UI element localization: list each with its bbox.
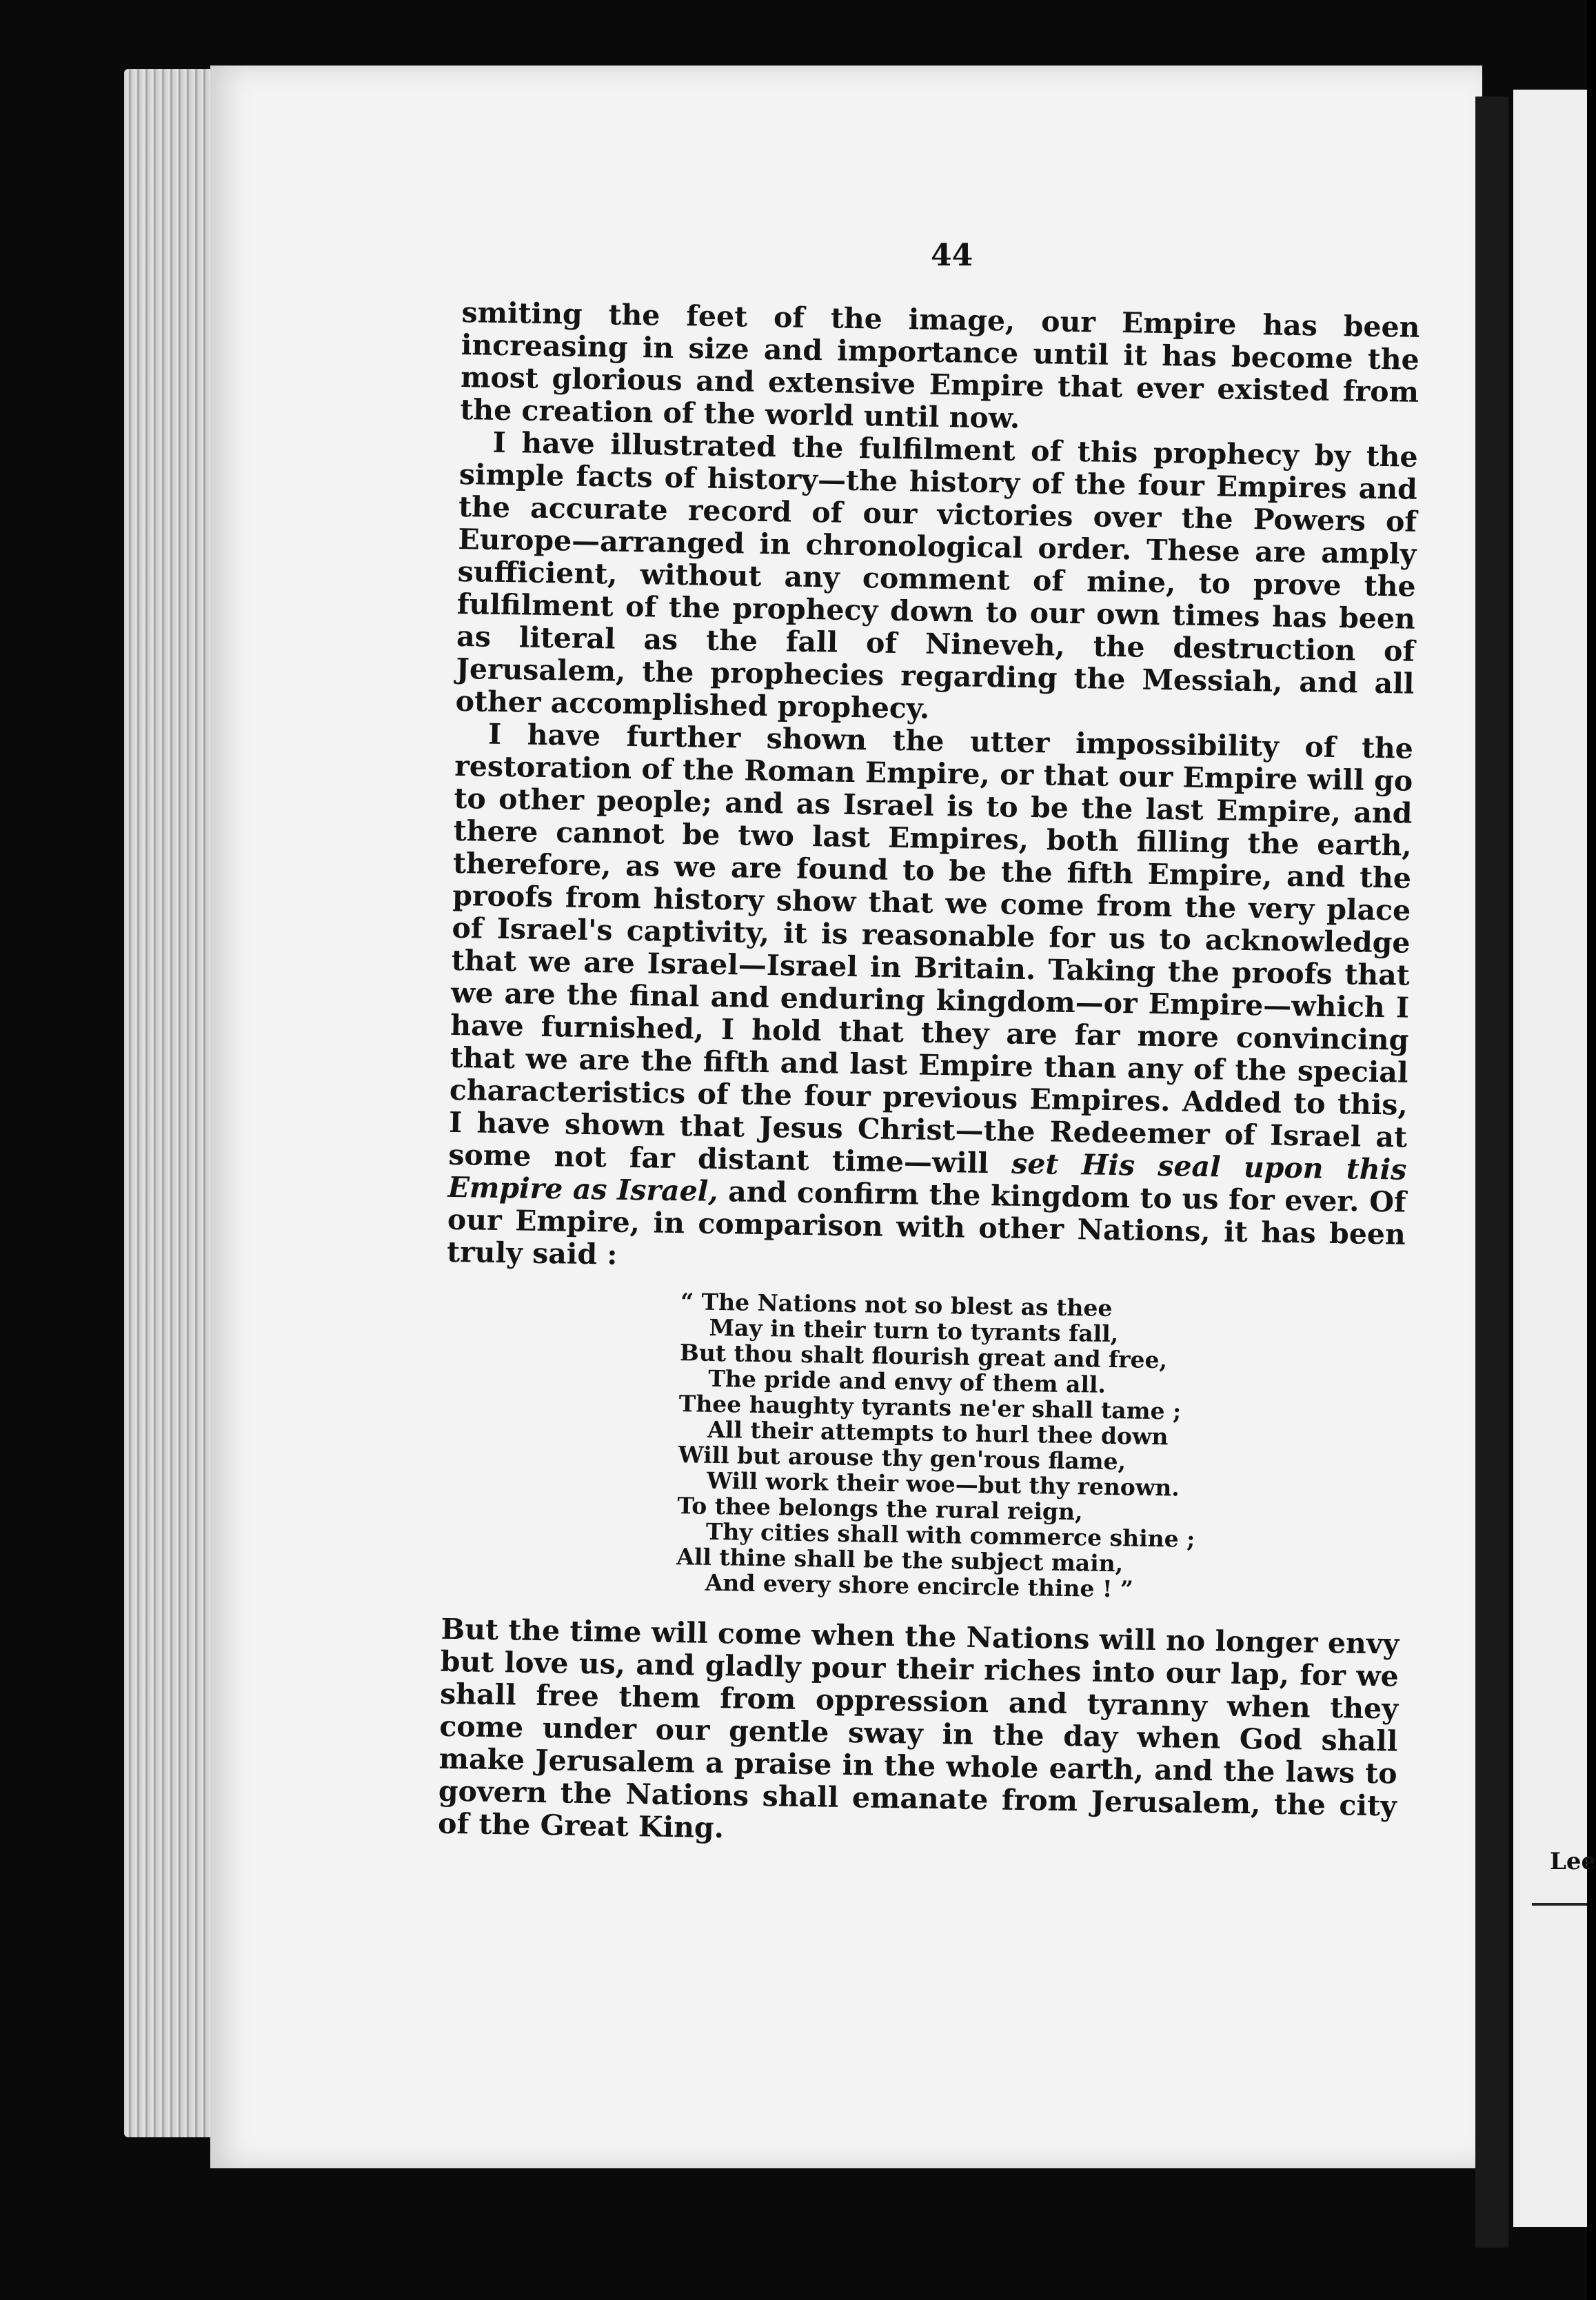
paragraph-3-end: and confirm the kingdom to us for ever. Of our Empire, in comparison with other Nations, it has been truly said : <box>446 1175 1406 1271</box>
paragraph-3-emphasis: set His seal upon this Empire as Israel, <box>447 1147 1407 1208</box>
verse-line: To thee belongs the rural reign, <box>677 1492 1083 1526</box>
facing-page <box>1513 90 1587 2227</box>
verse-line: Will work their woe—but thy renown. <box>706 1466 1180 1502</box>
verse-line: Thee haughty tyrants ne'er shall tame ; <box>678 1390 1182 1425</box>
paragraph-1: smiting the feet of the image, our Empire has been increasing in size and importance until it has become the most glorious and extensive Empire that ever existed from the creation of the world until now. <box>460 296 1420 435</box>
book-gutter <box>1475 97 1508 2248</box>
body-text <box>438 296 1420 1855</box>
verse-line: The pride and envy of them all. <box>708 1364 1107 1398</box>
verse-quotation <box>676 1289 1404 1606</box>
verse-line: “ The Nations not so blest as thee <box>680 1288 1113 1322</box>
verse-line: Will but arouse thy gen'rous flame, <box>678 1441 1127 1475</box>
verse-line: May in their turn to tyrants fall, <box>709 1313 1119 1348</box>
paragraph-3 <box>447 718 1413 1284</box>
verse-line: And every shore encircle thine ! ” <box>705 1568 1134 1603</box>
facing-page-rule <box>1532 1903 1587 1906</box>
verse-line: Thy cities shall with commerce shine ; <box>705 1517 1195 1553</box>
facing-page-text: Lee <box>1550 1848 1596 1875</box>
verse-line: But thou shalt flourish great and free, <box>679 1339 1168 1374</box>
verse-line: All thine shall be the subject main, <box>676 1543 1124 1577</box>
verse-line: All their attempts to hurl thee down <box>707 1415 1169 1451</box>
paragraph-3-start: I have further shown the utter impossibility of the restoration of the Roman Empire, or that our Empire will go to other people; and as Israel is to be the last Empire, and there cannot be two last Empires, both filling the earth, therefore, as we are found to be the fifth Empire, and the proofs from history show that we come from the very place of Israel's captivity, it is reasonable for us to acknowledge that we are Israel—Israel in Britain. Taking the proofs that we are the final and enduring kingdom—or Empire—which I have furnished, I hold that they are far more convincing that we are the fifth and last Empire than any of the special characteristics of the four previous Empires. Added to this, I have shown that Jesus Christ—the Redeemer of Israel at some not far distant time—will <box>448 717 1414 1180</box>
paragraph-2: I have illustrated the fulfilment of this prophecy by the simple facts of history—the history of the four Empires and the accurate record of our victories over the Powers of Europe—arranged in chronological order. These are amply sufficient, without any comment of mine, to prove the fulfilment of the prophecy down to our own times has been as literal as the fall of Nineveh, the destruction of Jerusalem, the prophecies regarding the Messiah, and all other accomplished prophecy. <box>455 425 1418 725</box>
paragraph-4: But the time will come when the Nations will no longer envy but love us, and gladly pour their riches into our lap, for we shall free them from oppression and tyranny when they come under our gentle sway in the day when God shall make Jerusalem a praise in the whole earth, and the laws to govern the Nations shall emanate from Jerusalem, the city of the Great King. <box>437 1612 1400 1845</box>
page-number: 44 <box>931 238 973 273</box>
